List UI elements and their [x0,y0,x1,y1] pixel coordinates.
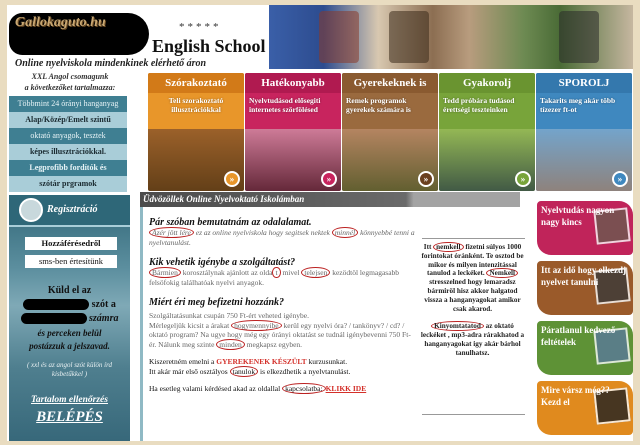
text-span: megkapsz egyben. [244,339,303,349]
paragraph [149,311,418,349]
text-span: mivel [280,268,302,277]
promo-card[interactable] [245,73,341,191]
text-span: korosztálynak ajánlott az olda [180,268,273,277]
promo-card[interactable] [148,73,244,191]
banner-photo [559,11,599,63]
redacted-block [21,313,87,324]
text-span: Bármien [149,267,181,278]
text-span: Kiszeretném emelni a [149,357,217,366]
paragraph [149,228,418,247]
welcome-bar: Üdvözöllek Online Nyelvoktató Iskolámban [140,192,520,207]
card-title: Gyerekeknek is [342,73,438,93]
page [7,5,633,441]
text-span: Itt az idő hogy elkezdj nyelvet tanulni [541,265,626,287]
text-span: Mire vársz még?? Kezd el [541,385,610,407]
user-avatar-icon [19,198,43,222]
text-span: hogymennyibe [231,320,282,331]
logo-text: Gallokaguto.hu [15,15,106,30]
login-link[interactable]: BELÉPÉS [36,409,103,425]
chevron-right-icon[interactable]: » [321,171,337,187]
text-span: kapcsolatba: [282,383,326,394]
benefits-text [420,243,525,357]
card-text: Teli szorakoztató illusztrációkkal [168,96,224,114]
package-intro: XXL Angol csomagunk a következőket tartalmazza: [24,72,116,92]
text-span: t [272,267,280,278]
content-check-link[interactable]: Tartalom ellenőrzés [31,395,108,405]
text-span: Nemkell [486,268,518,278]
paragraph [149,384,418,394]
text-span: Szolgáltatásunkat csupán 750 Ft-ért veheted igénybe. [149,311,309,320]
section-heading: Pár szóban bemutatnám az odalalamat. [149,217,312,228]
header-photo-collage [269,5,633,69]
info-box: sms-ben értesítünk [25,255,117,268]
promo-card[interactable] [536,73,632,191]
chevron-right-icon[interactable]: » [612,171,628,187]
sms-note: ( xxl és az angol szót külön írd kisbetűkkel ) [26,361,113,378]
card-text: Nyelvtudásod elősegiti internetes szörfölésed [249,96,321,114]
logo[interactable] [9,13,149,55]
feature-item [9,96,127,112]
info-box: Hozzáférésedről [25,237,117,250]
feature-item: Alap/Közép/Emelt szintű [9,112,127,128]
text-span: Itt [423,243,434,251]
text-span: kerül egy nyelvi óra? / tankönyv? / cd? / oktató program? Na ugye hogy még egy órányi oktatást se tudnál igénybevenni 750 Ft-ér. Nálunk meg szinte [149,320,411,349]
chevron-right-icon[interactable]: » [418,171,434,187]
text-span: az oktató leckéket , mp3-adra rárakhatod a hanganyagokat igy akár bárhol tanulhatsz. [420,322,525,357]
card-title: SPOROLJ [536,73,632,93]
side-banner[interactable] [537,261,633,315]
main-content [140,207,418,441]
registration-panel [9,195,130,441]
text-span: Kinyomtatatod [431,321,484,331]
text-span: minnél [332,227,358,238]
promo-card[interactable] [342,73,438,191]
divider [422,238,525,239]
text-span: kezödtöl legmagasabb felsöfokig találhatóak nyelvi anyagok. [149,268,400,287]
text-span: Itt akár már első osztályos [149,366,230,376]
text-span: Páratlanul kedvező feltételek [541,325,616,347]
card-text: Tedd próbára tudásod érettségi teszteinken [443,96,515,114]
stars: ***** [179,21,222,33]
text-span: is elkezdhetik a nyelvtanulást. [258,366,351,376]
sms-instruction: postázzuk a jelszavad. [29,341,110,351]
feature-item: szótár prgramok [9,176,127,192]
text-span: fizetni súlyos 1000 forintokat óránként. Te osztod be mikor és milyen intenzitással tanulod a leckéket. [421,243,524,278]
text-span: tanulok [230,366,259,377]
feature-item: Legprofibb fordítók és [9,160,127,176]
side-banner[interactable] [537,201,633,255]
contact-link[interactable]: KLIKK IDE [325,384,367,393]
registration-title: Regisztráció [47,204,98,215]
card-title: Hatékonyabb [245,73,341,93]
paragraph [149,357,418,376]
banner-photo [319,11,359,63]
chevron-right-icon[interactable]: » [515,171,531,187]
text-span: minden [216,339,245,350]
side-banner[interactable] [537,321,633,375]
text-span: Ha esetleg valami kérdésed akad az oldallal [149,384,283,393]
card-title: Gyakorolj [439,73,535,93]
sms-instruction: és perceken belül [37,328,102,338]
text-span: stresszelned hogy lemaradsz bármiröl hisz akkor halgatod vissza a hanganyagokat amikor csak akarod. [424,278,521,313]
sms-instruction: Küld el az [47,285,92,296]
sms-instruction: szót a [91,299,116,310]
section-heading: Kik vehetik igénybe a szolgáltatást? [149,257,296,268]
banner-photo [389,11,429,63]
text-span: kurzusunkat. [306,357,348,366]
side-banner[interactable] [537,381,633,435]
section-heading: Miért éri meg befizetni hozzánk? [149,297,285,308]
sms-instruction: számra [89,313,119,324]
redacted-block [23,299,89,310]
text-span: nemkell [433,242,463,252]
text-span: Nyelvtudás nagyon nagy kincs [541,205,615,227]
paragraph [149,268,418,287]
feature-item: oktató anyagok, tesztek [9,128,127,144]
text-span: GYEREKENEK KÉSZÜLT [216,357,307,366]
divider [422,414,525,415]
card-text: Remek programok gyerekek számára is [346,96,411,114]
promo-card[interactable] [439,73,535,191]
text-span: Mérlegeljük kicsit a árakat [149,320,232,330]
text-span: ez az online nyelviskola hogy segitsek nektek [193,228,332,237]
card-text: Takarits meg akár több tízezer ft-ot [540,96,616,114]
tagline: Online nyelviskola mindenkinek elérhető áron [15,58,207,69]
text-span: könnyebbé tenni a nyelvtanulást. [149,228,415,247]
site-title: English School [152,36,266,56]
chevron-right-icon[interactable]: » [224,171,240,187]
feature-item: képes illusztrációkkal. [9,144,127,160]
card-title: Szórakoztató [148,73,244,93]
text-span: telejsen [301,267,330,278]
text-span: Többmint 24 órányi hanganyag [17,99,119,108]
registration-header[interactable] [9,195,130,227]
text-span: Azér jött lére [149,227,194,238]
